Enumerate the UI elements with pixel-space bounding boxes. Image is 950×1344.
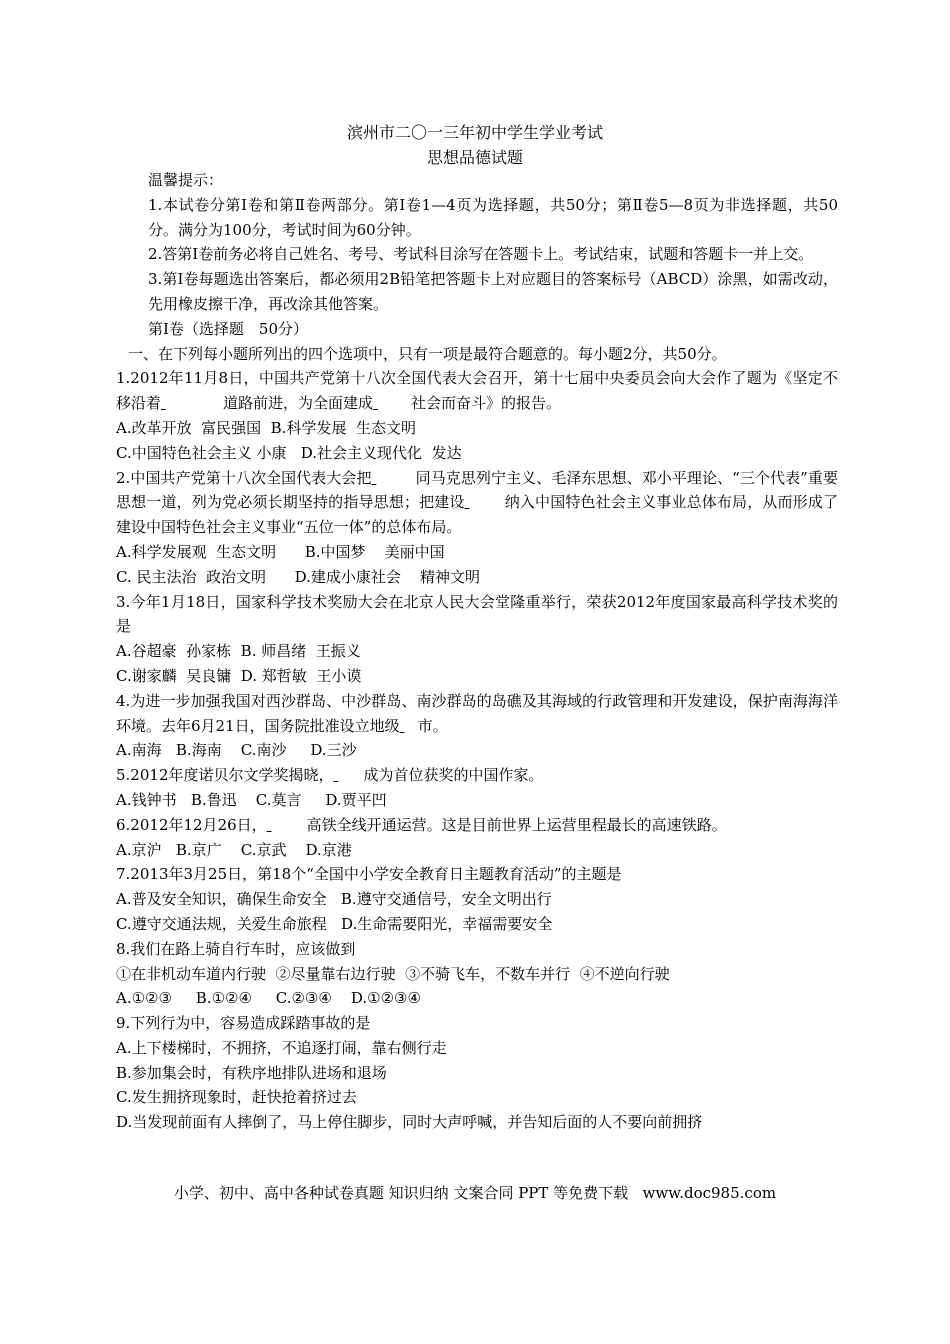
question-7-option: C.遵守交通法规，关爱生命旅程 D.生命需要阳光，幸福需要安全	[116, 914, 553, 933]
question-8-stem: 8.我们在路上骑自行车时，应该做到	[116, 939, 356, 958]
question-1-option: A.改革开放 富民强国 B.科学发展 生态文明	[116, 418, 417, 437]
question-2-stem: 2.中国共产党第十八次全国代表大会把 同马克思列宁主义、毛泽东思想、邓小平理论、“三个代表”重要思想一道，列为党必须长期坚持的指导思想；把建设 纳入中国特色社会主义事业总体布局，从而形成了建设中国特色社会主义事业“五位一体”的总体布局。	[116, 466, 838, 540]
question-1-option: C.中国特色社会主义 小康 D.社会主义现代化 发达	[116, 443, 462, 462]
question-5-option: A.钱钟书 B.鲁迅 C.莫言 D.贾平凹	[116, 790, 387, 809]
notice-item: 3.第Ⅰ卷每题选出答案后，都必须用2B铅笔把答题卡上对应题目的答案标号（ABCD）涂黑，如需改动，先用橡皮擦干净，再改涂其他答案。	[148, 270, 838, 313]
page-footer: 小学、初中、高中各种试卷真题 知识归纳 文案合同 PPT 等免费下载 www.doc985.com	[173, 1184, 777, 1202]
answer-blank	[267, 813, 307, 838]
question-9-option: C.发生拥挤现象时，赶快抢着挤过去	[116, 1088, 357, 1107]
question-4-option: A.南海 B.海南 C.南沙 D.三沙	[116, 741, 357, 760]
question-4-stem: 4.为进一步加强我国对西沙群岛、中沙群岛、南沙群岛的岛礁及其海域的行政管理和开发建设，保护南海海洋环境。去年6月21日，国务院批准设立地级 市。	[116, 689, 838, 739]
section-instruction: 一、在下列每小题所列出的四个选项中，只有一项是最符合题意的。每小题2分，共50分。	[128, 344, 727, 363]
question-3-option: C.谢家麟 吴良镛 D. 郑哲敏 王小谟	[116, 666, 362, 685]
answer-blank	[400, 714, 418, 739]
question-1-stem: 1.2012年11月8日，中国共产党第十八次全国代表大会召开，第十七届中央委员会向大会作了题为《坚定不移沿着 道路前进，为全面建成 社会而奋斗》的报告。	[116, 366, 838, 416]
question-9-option: A.上下楼梯时，不拥挤，不追逐打闹，靠右侧行走	[116, 1038, 447, 1057]
question-7-stem: 7.2013年3月25日，第18个“全国中小学安全教育日主题教育活动”的主题是	[116, 865, 622, 884]
question-7-option: A.普及安全知识，确保生命安全 B.遵守交通信号，安全文明出行	[116, 890, 552, 909]
answer-blank	[161, 391, 223, 416]
exam-subtitle: 思想品德试题	[426, 148, 523, 167]
question-6-option: A.京沪 B.京广 C.京武 D.京港	[116, 840, 352, 859]
notice-heading: 温馨提示：	[148, 171, 224, 189]
exam-content	[116, 168, 838, 1135]
question-9-option: B.参加集会时，有秩序地排队进场和退场	[116, 1063, 387, 1082]
answer-blank	[372, 466, 416, 491]
answer-blank	[465, 490, 505, 515]
section-heading: 第Ⅰ卷（选择题 50分）	[148, 319, 309, 338]
question-8-items: ①在非机动车道内行驶 ②尽量靠右边行驶 ③不骑飞车，不数车并行 ④不逆向行驶	[116, 964, 670, 983]
question-5-stem: 5.2012年度诺贝尔文学奖揭晓， 成为首位获奖的中国作家。	[116, 763, 838, 788]
notice-item: 1.本试卷分第Ⅰ卷和第Ⅱ卷两部分。第Ⅰ卷1—4页为选择题，共50分；第Ⅱ卷5—8页为非选择题，共50分。满分为100分，考试时间为60分钟。	[148, 195, 838, 239]
question-3-stem: 3.今年1月18日，国家科学技术奖励大会在北京人民大会堂隆重举行，荣获2012年度国家最高科学技术奖的是	[116, 592, 838, 636]
exam-title: 滨州市二〇一三年初中学生学业考试	[346, 123, 603, 142]
question-2-option: C. 民主法治 政治文明 D.建成小康社会 精神文明	[116, 567, 480, 586]
question-3-option: A.谷超豪 孙家栋 B. 师昌绪 王振义	[116, 642, 361, 661]
answer-blank	[373, 391, 411, 416]
question-9-stem: 9.下列行为中，容易造成踩踏事故的是	[116, 1014, 371, 1033]
exam-header	[0, 120, 950, 170]
question-2-option: A.科学发展观 生态文明 B.中国梦 美丽中国	[116, 542, 445, 561]
question-8-option: A.①②③ B.①②④ C.②③④ D.①②③④	[116, 989, 421, 1008]
answer-blank	[334, 763, 364, 788]
question-6-stem: 6.2012年12月26日， 高铁全线开通运营。这是目前世界上运营里程最长的高速铁路。	[116, 813, 838, 838]
question-9-option: D.当发现前面有人摔倒了，马上停住脚步，同时大声呼喊，并告知后面的人不要向前拥挤	[116, 1113, 703, 1132]
notice-item: 2.答第Ⅰ卷前务必将自己姓名、考号、考试科目涂写在答题卡上。考试结束，试题和答题卡一并上交。	[148, 245, 814, 264]
